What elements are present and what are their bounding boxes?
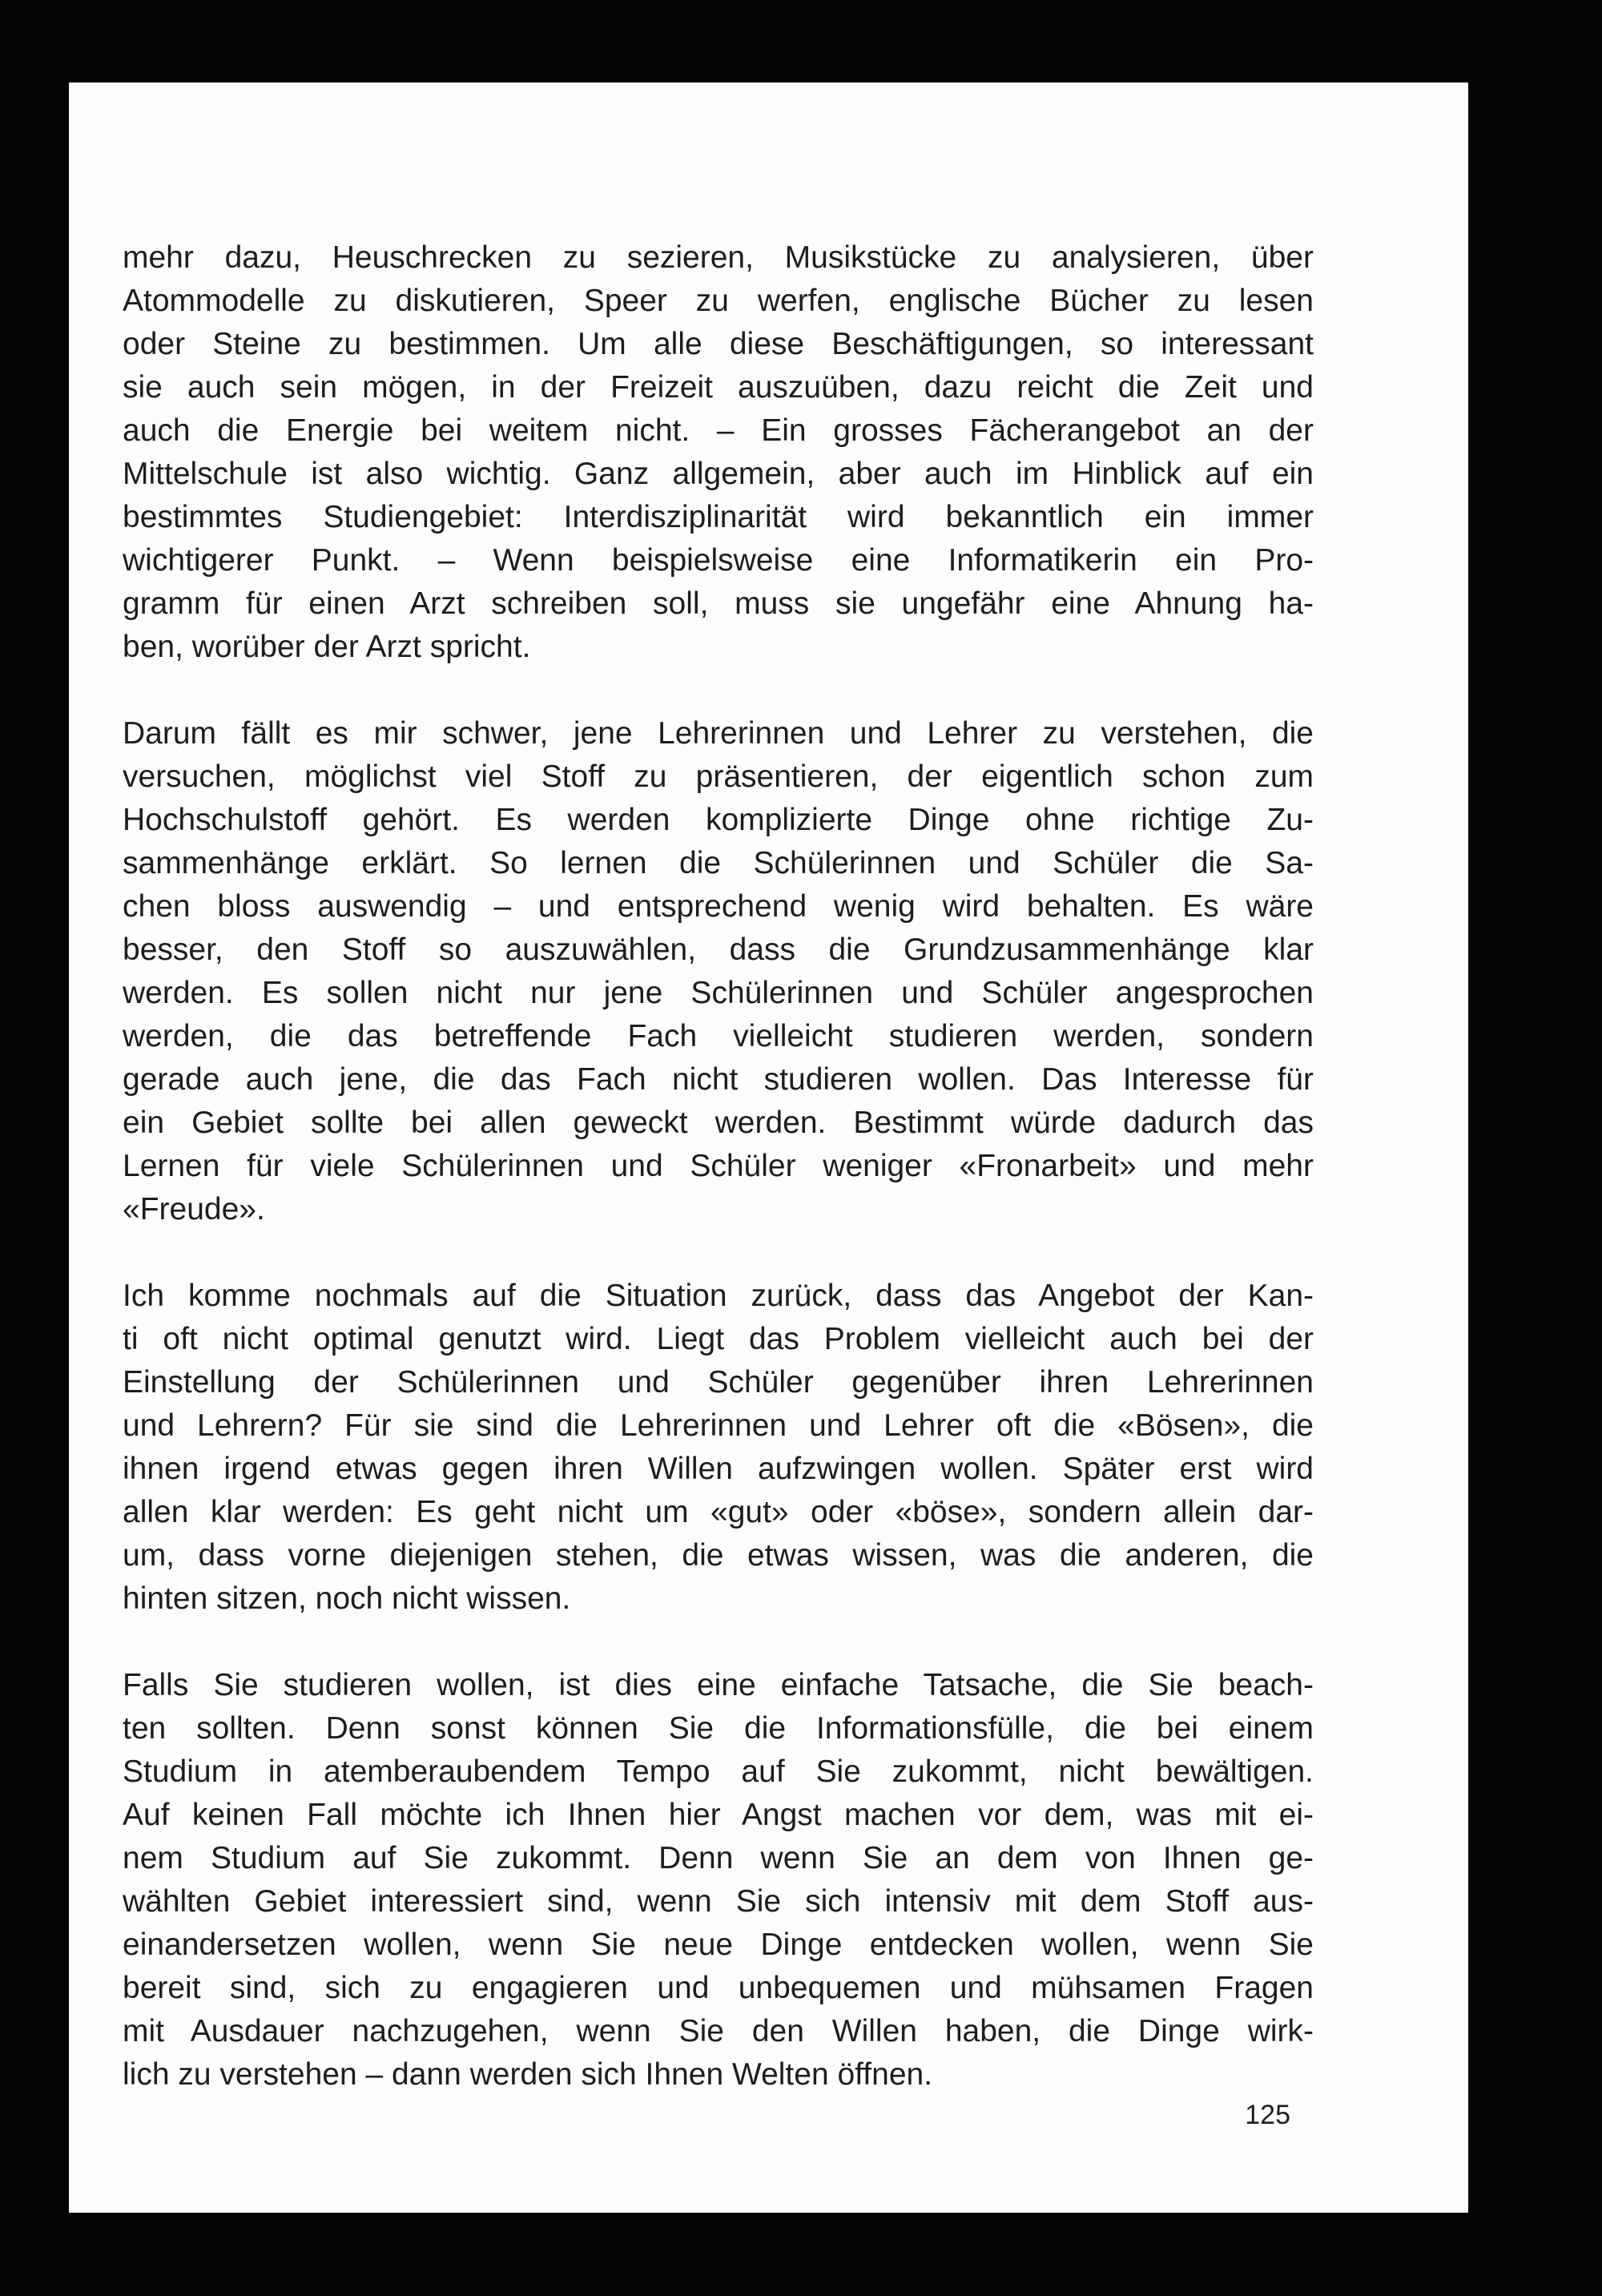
text-line: Auf keinen Fall möchte ich Ihnen hier Angst machen vor dem, was mit ei-: [123, 1798, 1314, 1832]
text-line: gerade auch jene, die das Fach nicht studieren wollen. Das Interesse für: [123, 1062, 1314, 1097]
text-line: bestimmtes Studiengebiet: Interdisziplinarität wird bekanntlich ein immer: [123, 500, 1314, 534]
text-line: werden. Es sollen nicht nur jene Schülerinnen und Schüler angesprochen: [123, 976, 1314, 1010]
text-line: ein Gebiet sollte bei allen geweckt werden. Bestimmt würde dadurch das: [123, 1106, 1314, 1140]
text-line: Lernen für viele Schülerinnen und Schüler weniger «Fronarbeit» und mehr: [123, 1149, 1314, 1183]
text-line: mehr dazu, Heuschrecken zu sezieren, Musikstücke zu analysieren, über: [123, 240, 1314, 275]
text-line: und Lehrern? Für sie sind die Lehrerinnen und Lehrer oft die «Bösen», die: [123, 1408, 1314, 1443]
body-text: [123, 236, 1314, 2140]
text-line: Mittelschule ist also wichtig. Ganz allgemein, aber auch im Hinblick auf ein: [123, 457, 1314, 491]
text-line: ti oft nicht optimal genutzt wird. Liegt das Problem vielleicht auch bei der: [123, 1322, 1314, 1356]
text-line: besser, den Stoff so auszuwählen, dass die Grundzusammenhänge klar: [123, 932, 1314, 967]
text-line: ben, worüber der Arzt spricht.: [123, 630, 531, 664]
text-line: Falls Sie studieren wollen, ist dies eine einfache Tatsache, die Sie beach-: [123, 1668, 1314, 1702]
text-line: oder Steine zu bestimmen. Um alle diese Beschäftigungen, so interessant: [123, 327, 1314, 361]
book-page: [69, 83, 1468, 2213]
text-line: ten sollten. Denn sonst können Sie die Informationsfülle, die bei einem: [123, 1711, 1314, 1746]
text-line: Studium in atemberaubendem Tempo auf Sie zukommt, nicht bewältigen.: [123, 1754, 1314, 1789]
paragraph: [123, 1275, 1314, 1621]
text-line: wichtigerer Punkt. – Wenn beispielsweise eine Informatikerin ein Pro-: [123, 543, 1314, 578]
paragraph: [123, 236, 1314, 669]
text-line: Einstellung der Schülerinnen und Schüler gegenüber ihren Lehrerinnen: [123, 1365, 1314, 1400]
text-line: auch die Energie bei weitem nicht. – Ein grosses Fächerangebot an der: [123, 413, 1314, 448]
text-line: wählten Gebiet interessiert sind, wenn Sie sich intensiv mit dem Stoff aus-: [123, 1884, 1314, 1919]
text-line: werden, die das betreffende Fach vielleicht studieren werden, sondern: [123, 1019, 1314, 1053]
text-line: Atommodelle zu diskutieren, Speer zu werfen, englische Bücher zu lesen: [123, 284, 1314, 318]
text-line: Hochschulstoff gehört. Es werden komplizierte Dinge ohne richtige Zu-: [123, 803, 1314, 837]
text-line: hinten sitzen, noch nicht wissen.: [123, 1581, 571, 1616]
text-line: allen klar werden: Es geht nicht um «gut» oder «böse», sondern allein dar-: [123, 1495, 1314, 1529]
paragraph: [123, 1664, 1314, 2097]
text-line: nem Studium auf Sie zukommt. Denn wenn Sie an dem von Ihnen ge-: [123, 1841, 1314, 1875]
text-line: versuchen, möglichst viel Stoff zu präsentieren, der eigentlich schon zum: [123, 759, 1314, 794]
text-line: mit Ausdauer nachzugehen, wenn Sie den Willen haben, die Dinge wirk-: [123, 2014, 1314, 2048]
text-line: bereit sind, sich zu engagieren und unbequemen und mühsamen Fragen: [123, 1971, 1314, 2005]
text-line: «Freude».: [123, 1192, 265, 1227]
text-line: Ich komme nochmals auf die Situation zurück, dass das Angebot der Kan-: [123, 1279, 1314, 1313]
text-line: sammenhänge erklärt. So lernen die Schülerinnen und Schüler die Sa-: [123, 846, 1314, 880]
text-line: lich zu verstehen – dann werden sich Ihnen Welten öffnen.: [123, 2057, 933, 2092]
text-line: Darum fällt es mir schwer, jene Lehrerinnen und Lehrer zu verstehen, die: [123, 716, 1314, 751]
text-line: ihnen irgend etwas gegen ihren Willen aufzwingen wollen. Später erst wird: [123, 1452, 1314, 1486]
text-line: einandersetzen wollen, wenn Sie neue Dinge entdecken wollen, wenn Sie: [123, 1927, 1314, 1962]
text-line: um, dass vorne diejenigen stehen, die etwas wissen, was die anderen, die: [123, 1538, 1314, 1573]
text-line: sie auch sein mögen, in der Freizeit auszuüben, dazu reicht die Zeit und: [123, 370, 1314, 405]
paragraph: [123, 712, 1314, 1231]
text-line: chen bloss auswendig – und entsprechend wenig wird behalten. Es wäre: [123, 889, 1314, 924]
page-number: 125: [1245, 2100, 1290, 2130]
text-line: gramm für einen Arzt schreiben soll, muss sie ungefähr eine Ahnung ha-: [123, 586, 1314, 621]
